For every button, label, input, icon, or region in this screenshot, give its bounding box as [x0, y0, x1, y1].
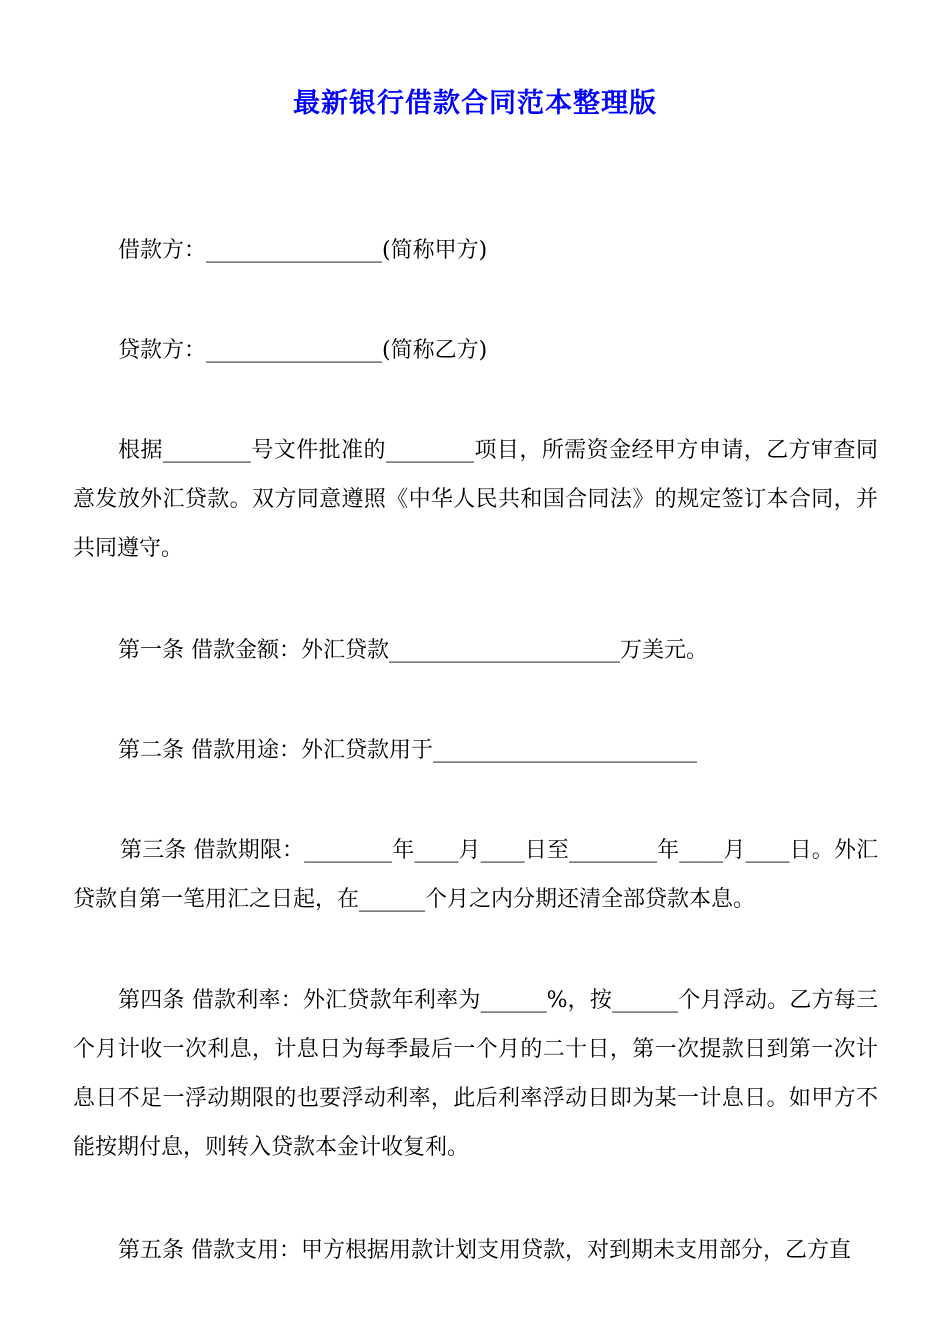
- article-2-loan-purpose: 第二条 借款用途：外汇贷款用于________________________: [118, 738, 697, 763]
- article-3-loan-term: 第三条 借款期限：________年____月____日至________年____月____日。外汇贷款自第一笔用汇之日起，在______个月之内分期还清全部贷款本息。: [73, 838, 878, 912]
- article-1-loan-amount: 第一条 借款金额：外汇贷款_____________________万美元。: [118, 638, 708, 663]
- article-5-loan-drawdown: 第五条 借款支用：甲方根据用款计划支用贷款，对到期未支用部分，乙方直: [118, 1238, 851, 1263]
- lender-line: 贷款方：________________(简称乙方): [118, 338, 488, 363]
- article-4-interest-rate: 第四条 借款利率：外汇贷款年利率为______%，按______个月浮动。乙方每三个月计收一次利息，计息日为每季最后一个月的二十日，第一次提款日到第一次计息日不足一浮动期限的也要浮动利率，此后利率浮动日即为某一计息日。如甲方不能按期付息，则转入贷款本金计收复利。: [73, 988, 878, 1160]
- borrower-line: 借款方：________________(简称甲方): [118, 238, 488, 263]
- preamble-paragraph: 根据________号文件批准的________项目，所需资金经甲方申请，乙方审查同意发放外汇贷款。双方同意遵照《中华人民共和国合同法》的规定签订本合同，并共同遵守。: [73, 438, 878, 561]
- document-title: 最新银行借款合同范本整理版: [293, 88, 657, 119]
